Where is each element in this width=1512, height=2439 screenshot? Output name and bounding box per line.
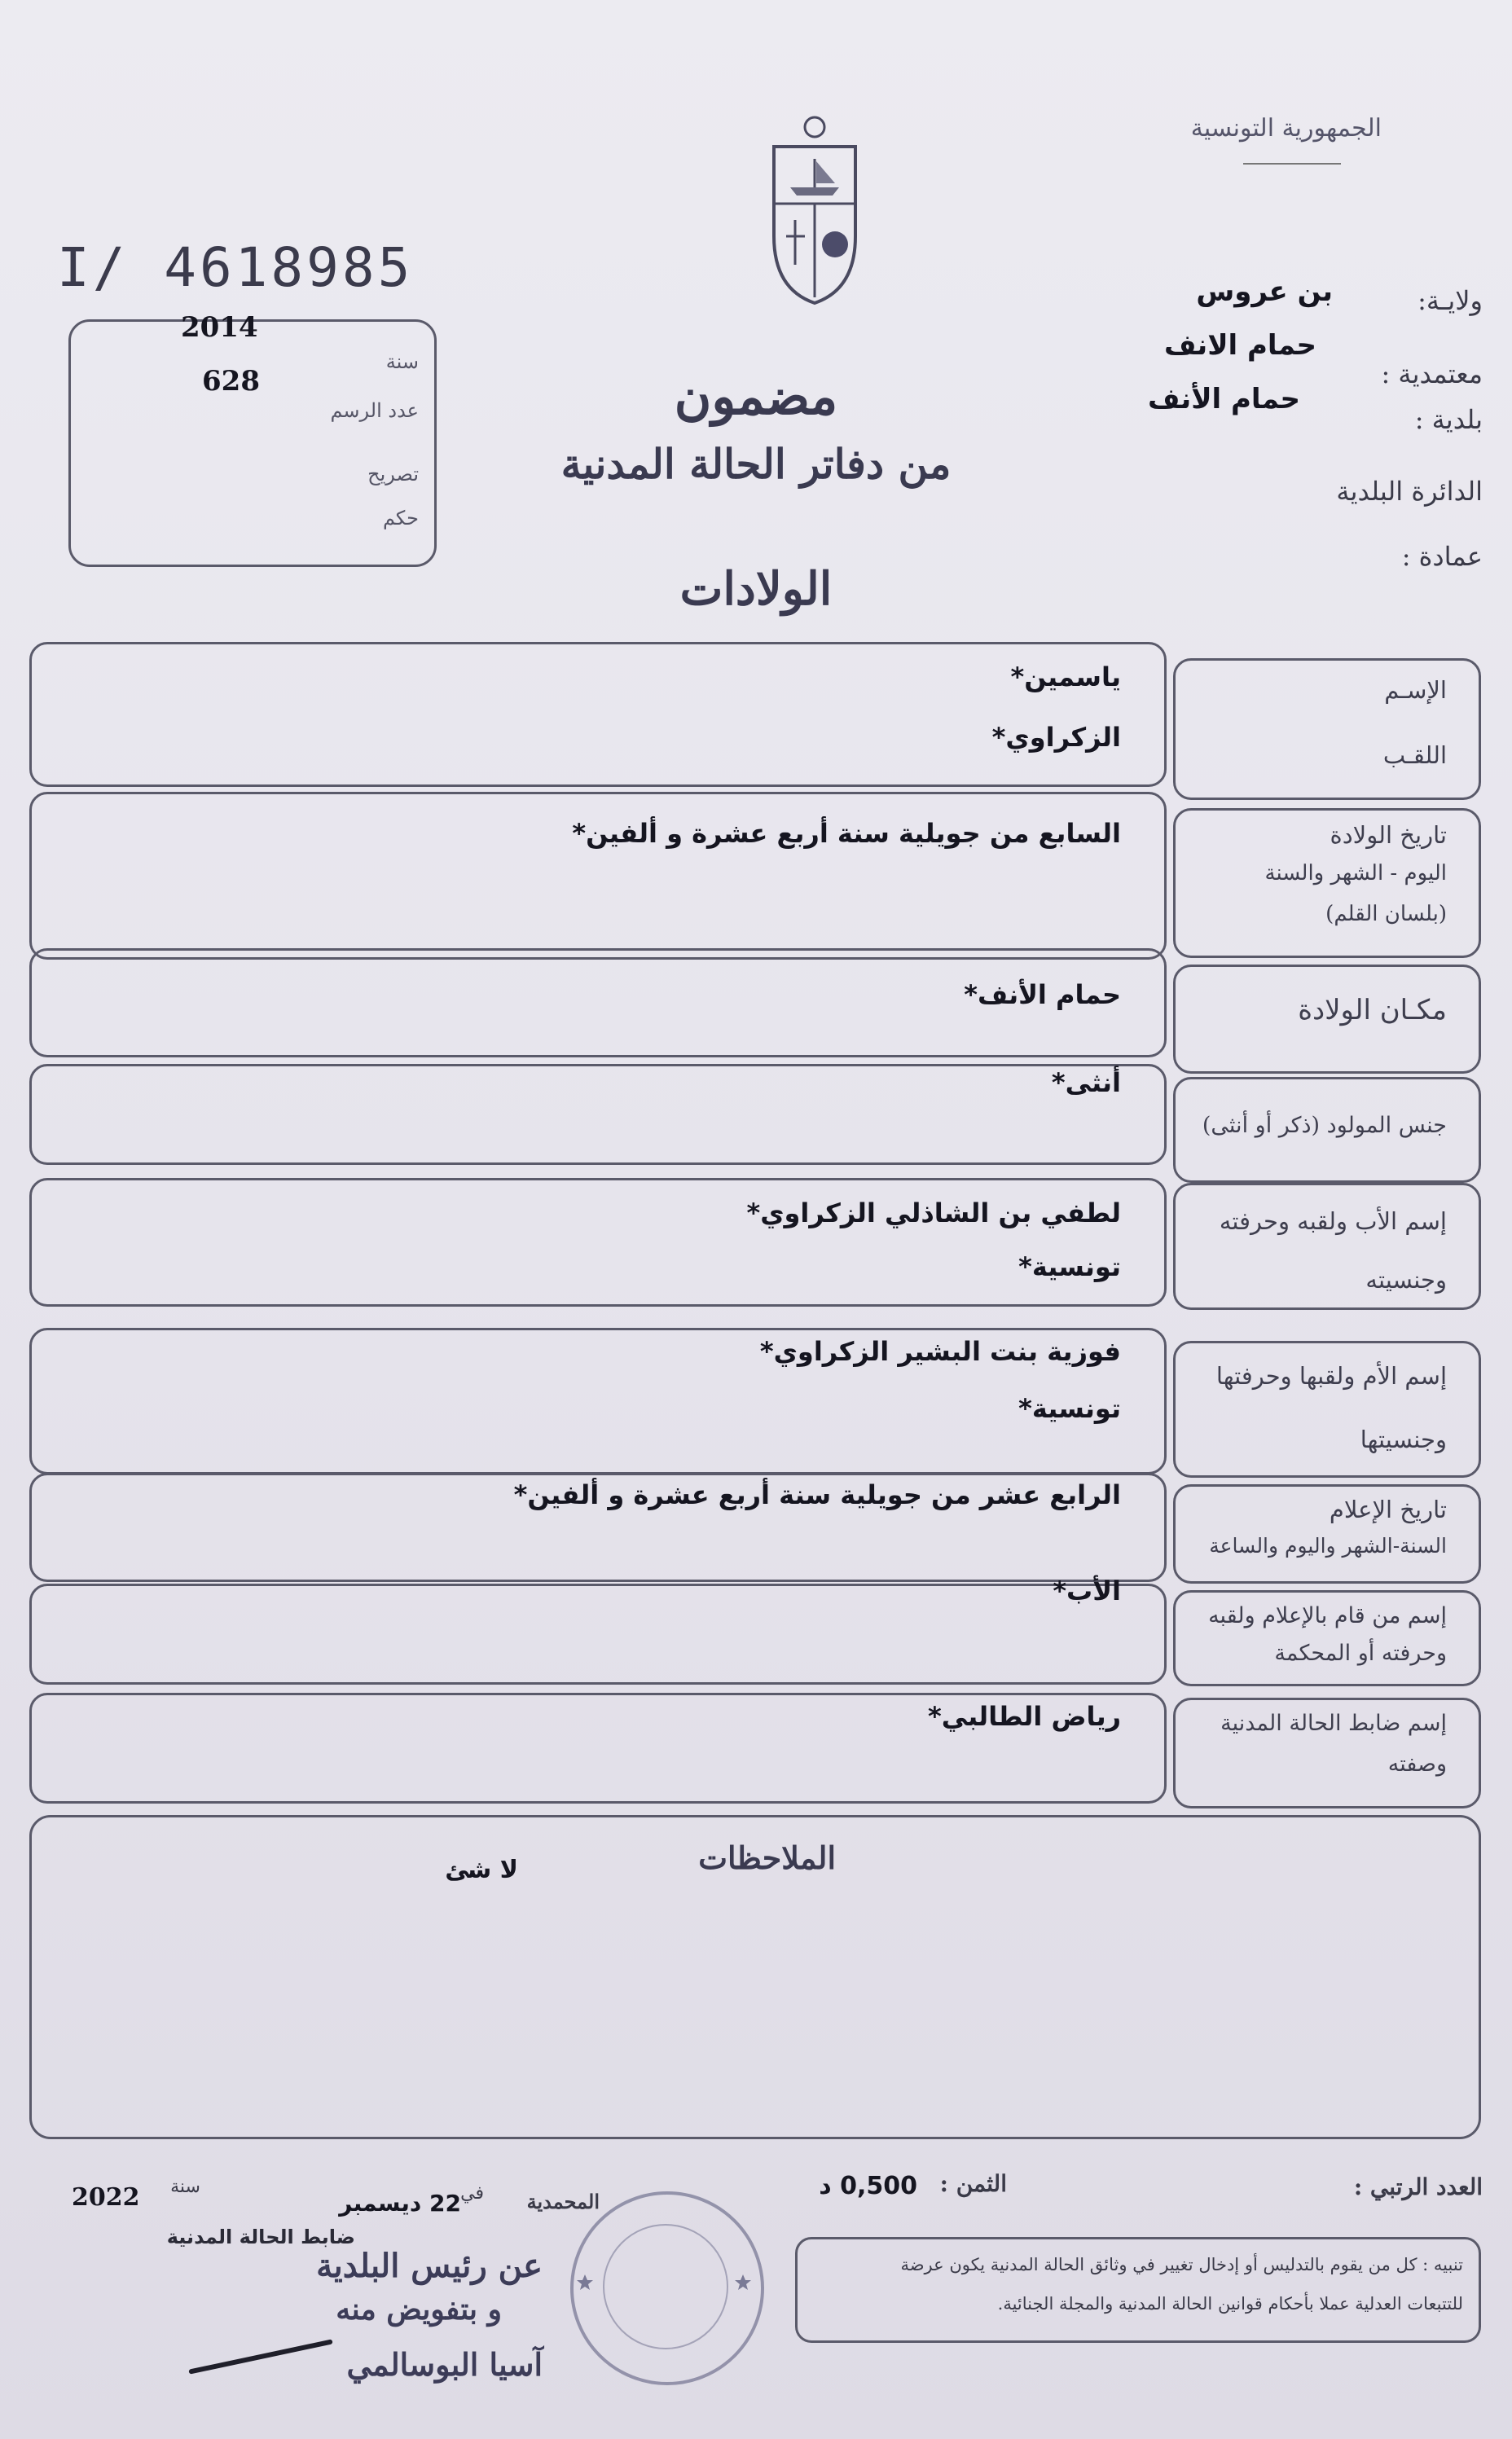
name-value-box xyxy=(29,642,1167,787)
ministry-stamp-inner-ring xyxy=(603,2224,728,2349)
surname-value: الزكراوي* xyxy=(991,722,1121,753)
warning-box xyxy=(795,2237,1481,2343)
issue-place: المحمدية xyxy=(526,2190,600,2213)
father-name-value: لطفي بن الشاذلي الزكراوي* xyxy=(746,1198,1121,1228)
mother-name-value: فوزية بنت البشير الزكراوي* xyxy=(759,1336,1121,1367)
notes-label: الملاحظات xyxy=(698,1839,836,1876)
declarant-label-2: وحرفته أو المحكمة xyxy=(1274,1641,1447,1666)
surname-label: اللقـب xyxy=(1382,741,1447,769)
warning-line-1: تنبيه : كل من يقوم بالتدليس أو إدخال تغيير في وثائق الحالة المدنية يكون عرضة xyxy=(900,2255,1463,2274)
registration-declaration-label: تصريح xyxy=(367,463,419,486)
motamadia-value: حمام الانف xyxy=(1163,329,1316,362)
first-name-value: ياسمين* xyxy=(1010,661,1121,692)
sex-value: أنثى* xyxy=(1051,1067,1121,1098)
mother-label-1: إسم الأم ولقبها وحرفتها xyxy=(1215,1362,1447,1390)
date-prefix: في xyxy=(460,2183,484,2204)
star-icon xyxy=(733,2273,753,2292)
birth-date-label-2: اليوم - الشهر والسنة xyxy=(1264,861,1447,886)
wilaya-label: ولايـة: xyxy=(1418,285,1483,316)
issue-year-value: 2022 xyxy=(72,2183,140,2212)
signature-on-behalf: عن رئيس البلدية xyxy=(316,2247,543,2285)
republic-heading: الجمهورية التونسية xyxy=(1190,114,1382,143)
registration-number-label: عدد الرسم xyxy=(330,399,419,422)
registration-judgment-label: حكم xyxy=(382,507,419,530)
baladia-label: بلدية : xyxy=(1414,404,1483,435)
motamadia-label: معتمدية : xyxy=(1381,358,1483,389)
declaration-date-value: الرابع عشر من جويلية سنة أربع عشرة و ألفين* xyxy=(513,1479,1121,1510)
registration-number-value: 628 xyxy=(202,365,260,398)
birth-place-value: حمام الأنف* xyxy=(964,979,1121,1010)
republic-underline xyxy=(1243,163,1341,165)
birth-date-value-box xyxy=(29,792,1167,960)
declarant-value-box xyxy=(29,1584,1167,1685)
star-icon xyxy=(575,2273,595,2292)
declaration-date-label-2: السنة-الشهر واليوم والساعة xyxy=(1209,1534,1447,1558)
tunisia-coat-of-arms-icon xyxy=(758,114,872,310)
officer-stamp-text: ضابط الحالة المدنية xyxy=(166,2226,355,2248)
father-nationality-value: تونسية* xyxy=(1018,1251,1121,1282)
registration-year-label: سنة xyxy=(385,350,419,373)
officer-label-1: إسم ضابط الحالة المدنية xyxy=(1220,1711,1447,1736)
officer-value: رياض الطالبي* xyxy=(928,1701,1121,1732)
price-value: 0,500 د xyxy=(819,2172,917,2200)
issue-year-label: سنة xyxy=(170,2177,200,2197)
mother-nationality-value: تونسية* xyxy=(1018,1393,1121,1424)
daira-label: الدائرة البلدية xyxy=(1336,476,1483,507)
father-label-2: وجنسيته xyxy=(1365,1266,1447,1294)
title-civil-registers: من دفاتر الحالة المدنية xyxy=(560,440,952,488)
price-label: الثمن : xyxy=(939,2170,1007,2197)
imada-label: عمادة : xyxy=(1401,541,1483,572)
declaration-date-label-1: تاريخ الإعلام xyxy=(1329,1496,1447,1523)
birth-place-label: مكـان الولادة xyxy=(1298,994,1447,1026)
title-madmoun: مضمون xyxy=(674,367,838,426)
declarant-label-1: إسم من قام بالإعلام ولقبه xyxy=(1208,1603,1447,1628)
sex-label: جنس المولود (ذكر أو أنثى) xyxy=(1202,1113,1447,1138)
title-births: الولادات xyxy=(679,562,833,616)
signature-delegation: و بتفويض منه xyxy=(336,2292,502,2327)
serial-number-label: العدد الرتبي : xyxy=(1353,2173,1483,2200)
birth-date-label-1: تاريخ الولادة xyxy=(1330,821,1447,849)
issue-date: 22 ديسمبر xyxy=(339,2190,461,2217)
notes-value: لا شئ xyxy=(445,1856,518,1884)
baladia-value: حمام الأنف xyxy=(1147,383,1300,415)
warning-line-2: للتتبعات العدلية عملا بأحكام قوانين الحالة المدنية والمجلة الجنائية. xyxy=(997,2294,1463,2314)
document-serial-number: I/ 4618985 xyxy=(57,236,414,299)
registration-year-value: 2014 xyxy=(181,311,258,344)
mother-label-2: وجنسيتها xyxy=(1360,1426,1447,1453)
birth-date-label-3: (بلسان القلم) xyxy=(1325,902,1447,926)
officer-label-2: وصفته xyxy=(1387,1751,1447,1777)
first-name-label: الإسـم xyxy=(1384,676,1447,704)
declarant-value: الأب* xyxy=(1053,1575,1121,1606)
sex-value-box xyxy=(29,1064,1167,1165)
birth-date-value: السابع من جويلية سنة أربع عشرة و ألفين* xyxy=(572,818,1121,849)
signature-officer-name: آسيا البوسالمي xyxy=(346,2346,543,2383)
father-label-1: إسم الأب ولقبه وحرفته xyxy=(1219,1207,1447,1235)
wilaya-value: بن عروس xyxy=(1196,275,1333,308)
